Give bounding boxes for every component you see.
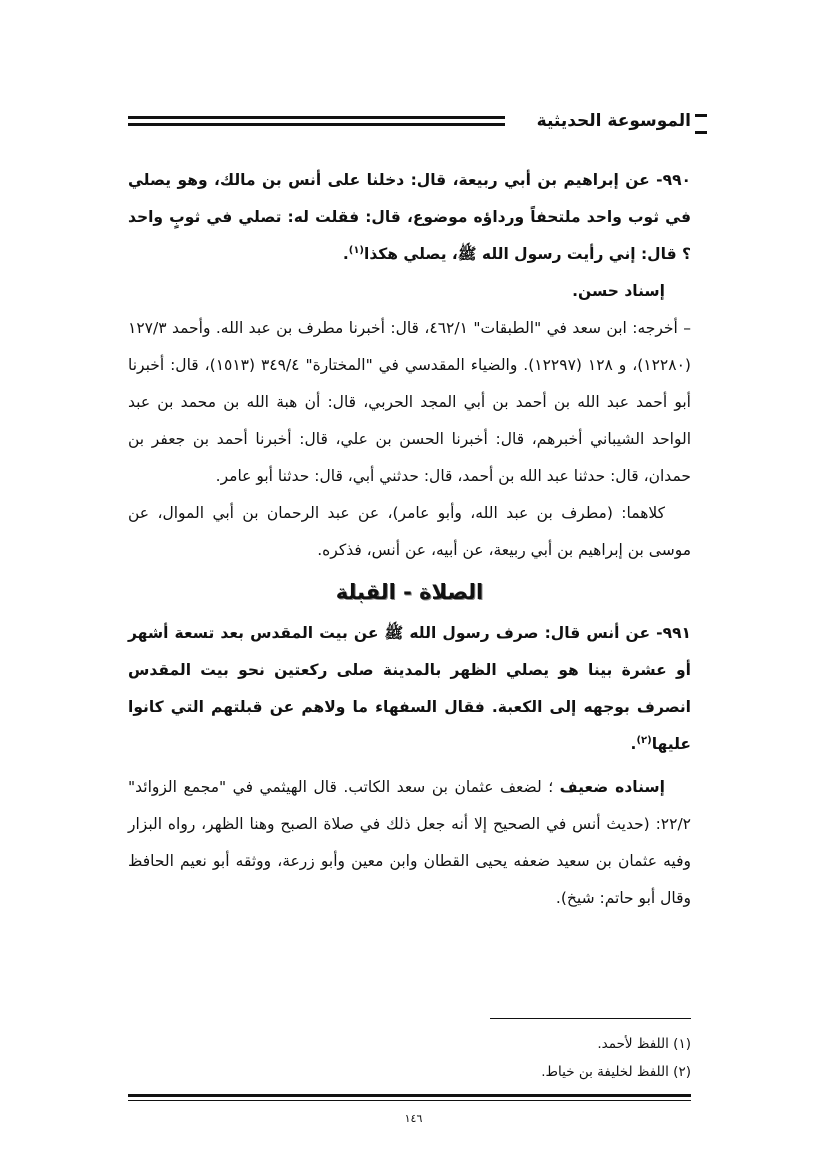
hadith-990-matn: ٩٩٠- عن إبراهيم بن أبي ربيعة، قال: دخلنا على أنس بن مالك، وهو يصلي في ثوب واحد ملتحفاً ورداؤه موضوع، قال: فقلت له: تصلي في ثوبٍ واحد ؟ قال: إني رأيت رسول الله ﷺ، يصلي هكذا [128, 171, 691, 263]
grading-label: إسناده ضعيف [559, 778, 665, 796]
hadith-990-text [128, 162, 691, 273]
hadith-991-matn: ٩٩١- عن أنس قال: صرف رسول الله ﷺ عن بيت المقدس بعد تسعة أشهر أو عشرة بينا هو يصلي الظهر بالمدينة صلى ركعتين نحو بيت المقدس انصرف بوجهه إلى الكعبة. فقال السفهاء ما ولاهم عن قبلتهم التي كانوا عليها [128, 624, 691, 753]
header-rule-end [695, 114, 707, 134]
grading-detail: ؛ لضعف عثمان بن سعد الكاتب. قال الهيثمي في "مجمع الزوائد" ٢٢/٢: (حديث أنس في الصحيح إلا أنه جعل ذلك في صلاة الصبح وهنا الظهر، رواه البزار وفيه عثمان بن سعيد ضعفه يحيى القطان وابن معين وأبو زرعة، ووثقه أبو نعيم الحافظ وقال أبو حاتم: شيخ). [128, 778, 691, 907]
hadith-991-grading [128, 769, 691, 917]
hadith-990-chain: كلاهما: (مطرف بن عبد الله، وأبو عامر)، عن عبد الرحمان بن أبي الموال، عن موسى بن إبراهيم بن أبي ربيعة، عن أبيه، عن أنس، فذكره. [128, 504, 691, 559]
hadith-990-takhrij: – أخرجه: ابن سعد في "الطبقات" ٤٦٢/١، قال: أخبرنا مطرف بن عبد الله. وأحمد ١٢٧/٣ (١٢٢٨٠)، و ١٢٨ (١٢٢٩٧). والضياء المقدسي في "المختارة" ٣٤٩/٤ (١٥١٣)، قال: أخبرنا أبو أحمد عبد الله بن أحمد بن أبي المجد الحربي، قال: أن هبة الله بن محمد بن عبد الواحد الشيباني أخبرهم، قال: أخبرنا الحسن بن علي، قال: أخبرنا أحمد بن جعفر بن حمدان، قال: حدثنا عبد الله بن أحمد، قال: حدثني أبي، قال: حدثنا أبو عامر. [128, 319, 691, 485]
bottom-rule [128, 1094, 691, 1101]
header-rule [128, 116, 505, 126]
hadith-991-text [128, 615, 691, 763]
hadith-990-end: . [342, 245, 349, 263]
hadith-991-end: . [630, 735, 637, 753]
footnote-ref-1: (١) [348, 244, 364, 256]
hadith-990-grading: إسناد حسن. [572, 282, 665, 300]
footnote-1: (١) اللفظ لأحمد. [597, 1036, 691, 1052]
running-header [128, 108, 691, 136]
page-body [128, 162, 691, 917]
footnote-2: (٢) اللفظ لخليفة بن خياط. [541, 1064, 691, 1080]
footnote-ref-2: (٢) [636, 734, 652, 746]
footnote-separator [490, 1018, 691, 1019]
header-title: الموسوعة الحديثية [536, 111, 691, 131]
section-heading: الصلاة - القبلة [335, 580, 484, 604]
footnotes [128, 1030, 691, 1086]
page-number: ١٤٦ [404, 1112, 423, 1125]
